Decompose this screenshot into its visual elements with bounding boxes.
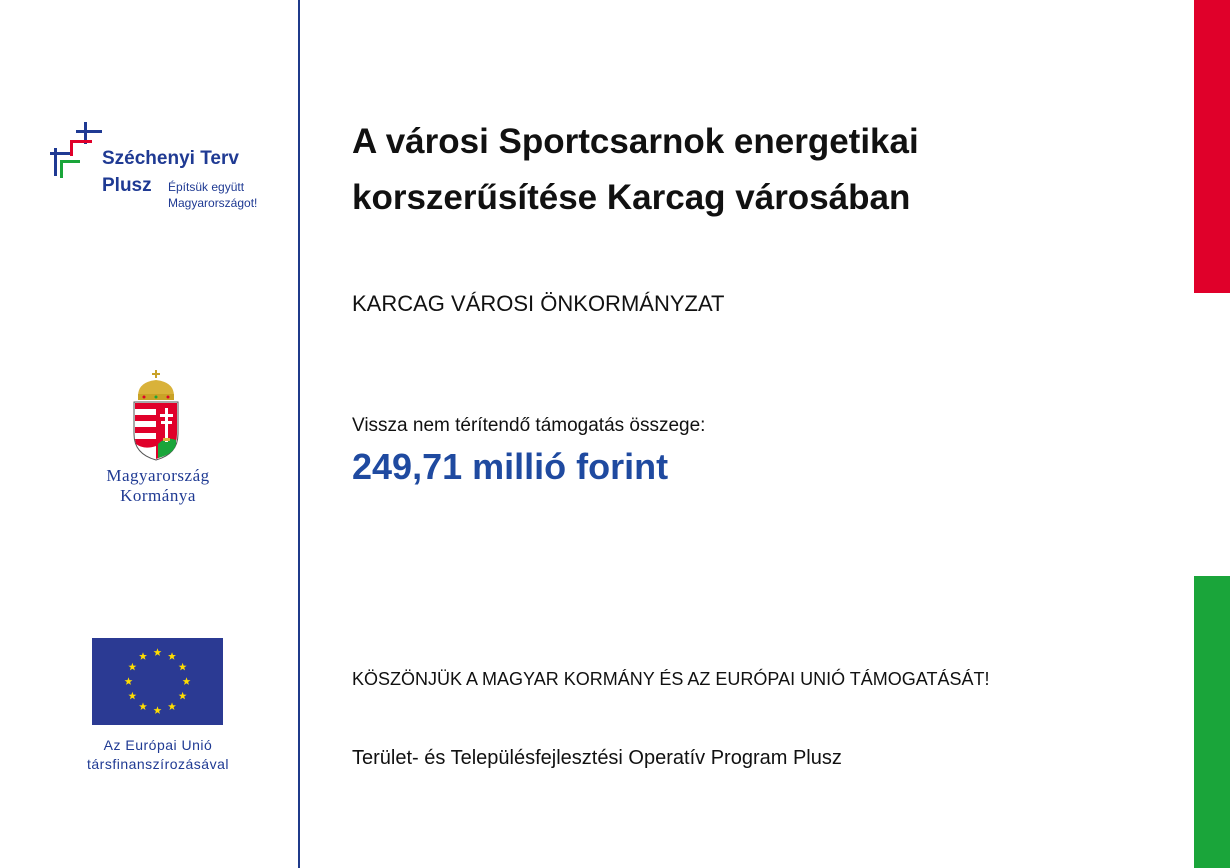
flag-stripe-red (1194, 0, 1230, 293)
government-line1: Magyarország (106, 466, 210, 485)
support-amount-value: 249,71 millió forint (352, 446, 669, 487)
szechenyi-plusz: Plusz (102, 175, 152, 196)
coat-of-arms-icon (128, 370, 184, 462)
vertical-divider (298, 0, 300, 868)
szechenyi-title: Széchenyi Terv (102, 148, 239, 169)
eu-flag-icon (92, 638, 223, 725)
beneficiary-name: KARCAG VÁROSI ÖNKORMÁNYZAT (352, 291, 725, 316)
program-name: Terület- és Településfejlesztési Operatív Program Plusz (352, 747, 842, 769)
support-amount-label: Vissza nem térítendő támogatás összege: (352, 415, 706, 436)
thanks-statement: KÖSZÖNJÜK A MAGYAR KORMÁNY ÉS AZ EURÓPAI UNIÓ TÁMOGATÁSÁT! (352, 669, 990, 689)
eu-caption-line2: társfinanszírozásával (86, 756, 229, 772)
szechenyi-slogan-line2: Magyarországot! (168, 196, 258, 210)
government-line2: Kormánya (120, 486, 196, 505)
eu-caption-line1: Az Európai Unió (103, 737, 213, 753)
project-title: A városi Sportcsarnok energetikai korszerűsítése Karcag városában (352, 122, 919, 217)
szechenyi-slogan-line1: Építsük együtt (168, 180, 245, 194)
flag-stripe-green (1194, 576, 1230, 868)
